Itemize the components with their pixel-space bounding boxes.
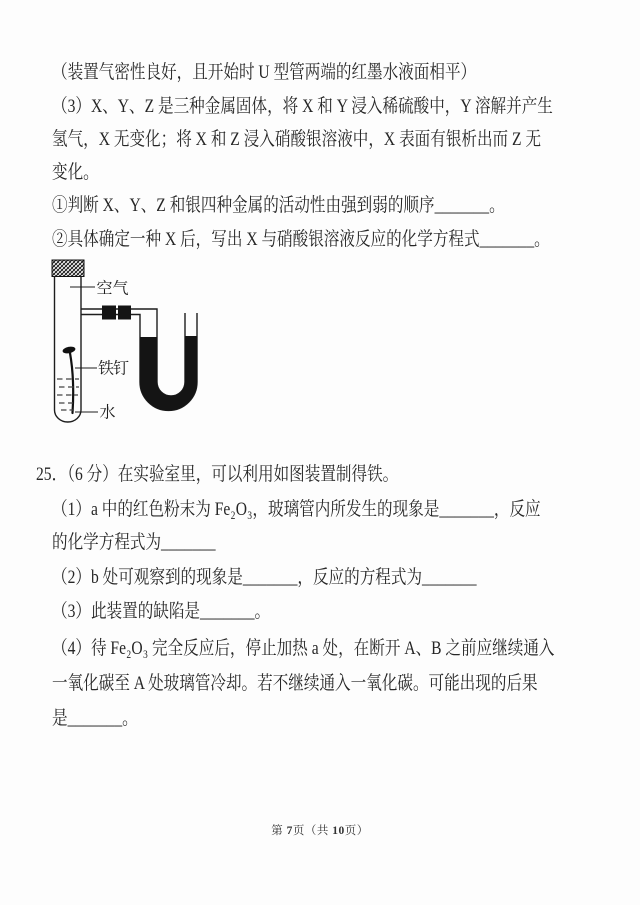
pipe-inner-wall [81, 309, 185, 396]
q24-subitem2-line: ②具体确定一种 X 后，写出 X 与硝酸银溶液反应的化学方程式_______。 [52, 229, 550, 250]
water-label: 水 [99, 404, 116, 422]
footer-middle: 页（共 [292, 825, 333, 837]
q24-item3-line1: （3）X、Y、Z 是三种金属固体，将 X 和 Y 浸入稀硫酸中，Y 溶解并产生 [52, 96, 553, 117]
q25-item1-line2: 的化学方程式为_______ [52, 532, 216, 553]
q25-item2-line: （2）b 处可观察到的现象是_______，反应的方程式为_______ [52, 567, 477, 588]
q24-item3-line2: 氢气，X 无变化；将 X 和 Z 浸入硝酸银溶液中，X 表面有银析出而 Z 无 [52, 129, 542, 150]
connector-clamp-right [118, 306, 131, 320]
footer-prefix: 第 [271, 825, 287, 837]
nail-label: 铁钉 [98, 360, 129, 378]
footer-total-pages: 10 [332, 825, 345, 837]
air-label: 空气 [96, 280, 129, 298]
q24-item3-line3: 变化。 [52, 162, 99, 183]
rubber-stopper [52, 260, 84, 277]
q25-item3-line: （3）此装置的缺陷是_______。 [52, 601, 271, 622]
footer-suffix: 页） [344, 825, 369, 837]
q25-item4-line1: （4）待 Fe₂O₃ 完全反应后，停止加热 a 处，在断开 A、B 之前应继续通入 [52, 638, 555, 659]
iron-nail-body [70, 353, 73, 413]
connector-clamp-left [102, 306, 116, 320]
q25-item4-line2: 一氧化碳至 A 处玻璃管冷却。若不继续通入一氧化碳。可能出现的后果 [52, 673, 538, 694]
q25-item4-line3: 是_______。 [52, 708, 138, 729]
page-footer [0, 822, 640, 838]
q24-subitem1-line: ①判断 X、Y、Z 和银四种金属的活动性由强到弱的顺序_______。 [52, 195, 505, 216]
footer-page-number: 7 [286, 825, 293, 837]
q25-header-line: 25．（6 分）在实验室里，可以利用如图装置制得铁。 [36, 464, 399, 485]
q24-airtight-note: （装置气密性良好，且开始时 U 型管两端的红墨水液面相平） [52, 62, 477, 83]
apparatus-diagram [50, 258, 215, 438]
q25-item1-line1: （1）a 中的红色粉末为 Fe₂O₃，玻璃管内所发生的现象是_______，反应 [52, 499, 541, 520]
water-dashes [57, 379, 79, 410]
red-ink-liquid [140, 336, 197, 410]
